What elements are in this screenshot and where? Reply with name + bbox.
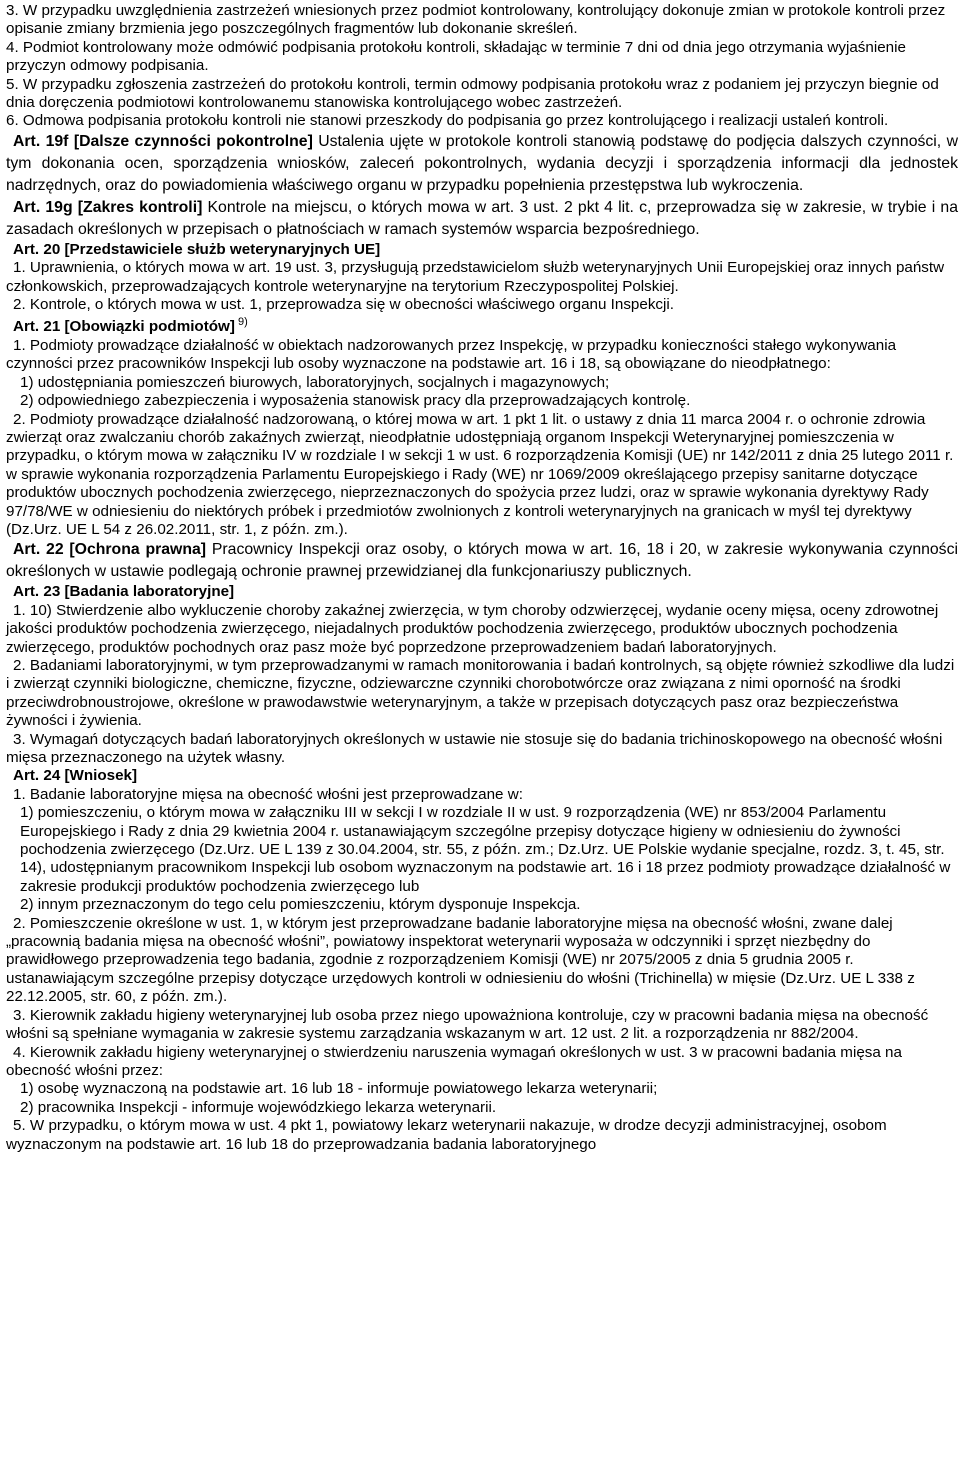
paragraph xyxy=(6,374,958,392)
paragraph-text: 4. Podmiot kontrolowany może odmówić podpisania protokołu kontroli, składając w terminie 7 dni od dnia jego otrzymania wyjaśnienie przyczyn odmowy podpisania. xyxy=(6,38,906,75)
article-heading: Art. 24 [Wniosek] xyxy=(13,767,138,785)
paragraph-text: Stwierdzenie albo wykluczenie choroby zakaźnej zwierzęcia, w tym choroby odzwierzęcej, wydanie oceny mięsa, oceny zdrowotnej jakości produktów pochodzenia zwierzęcego, niejadalnych produktów pochodzenia zwierzęcego, produktów ubocznych pochodzenia zwierzęcego, produktów pochodnych oraz pasz może być poprzedzone przeprowadzeniem badań laboratoryjnych. xyxy=(6,601,939,656)
paragraph xyxy=(6,2,958,39)
paragraph-text: 1. Podmioty prowadzące działalność w obiektach nadzorowanych przez Inspekcję, w przypadku konieczności stałego wykonywania czynności przez pracowników Inspekcji lub osoby wyznaczone na podstawie art. 16 i 18, są obowiązane do nieodpłatnego: xyxy=(6,336,897,373)
paragraph xyxy=(6,259,958,296)
paragraph-text: Pracownicy Inspekcji oraz osoby, o których mowa w art. 16, 18 i 20, w zakresie wykonywania czynności określonych w ustawie podlegają ochronie prawnej przewidzianej dla funkcjonariuszy publicznych. xyxy=(6,541,958,581)
paragraph-text: 2. Podmioty prowadzące działalność nadzorowaną, o której mowa w art. 1 pkt 1 lit. o ustawy z dnia 11 marca 2004 r. o ochronie zdrowia zwierząt oraz zwalczaniu chorób zakaźnych zwierząt, nieodpłatnie udostępniają organom Inspekcji Weterynaryjnej pomieszczenia w przypadku, o którym mowa w załączniku IV w rozdziale I w sekcji 1 w ust. 6 rozporządzenia Komisji (UE) nr 142/2011 z dnia 25 lutego 2011 r. w sprawie wykonania rozporządzenia Parlamentu Europejskiego i Rady (WE) nr 1069/2009 określającego przepisy sanitarne dotyczące produktów ubocznych pochodzenia zwierzęcego, nieprzeznaczonych do spożycia przez ludzi, oraz w sprawie wykonania dyrektywy Rady 97/78/WE w odniesieniu do niektórych próbek i przedmiotów zwolnionych z kontroli weterynaryjnych na granicach w myśl tej dyrektywy (Dz.Urz. UE L 54 z 26.02.2011, str. 1, z późn. zm.). xyxy=(6,410,954,538)
paragraph xyxy=(6,112,958,130)
paragraph-text: 1) osobę wyznaczoną na podstawie art. 16 lub 18 - informuje powiatowego lekarza weterynarii; xyxy=(20,1080,658,1098)
paragraph-text: 1) pomieszczeniu, o którym mowa w załączniku III w sekcji I w rozdziale II w ust. 9 rozporządzenia (WE) nr 853/2004 Parlamentu Europejskiego i Rady z dnia 29 kwietnia 2004 r. ustanawiającym szczególne przepisy dotyczące higieny w odniesieniu do żywności pochodzenia zwierzęcego (Dz.Urz. UE L 139 z 30.04.2004, str. 55, z późn. zm.; Dz.Urz. UE Polskie wydanie specjalne, rozdz. 3, t. 45, str. 14), udostępnianym pracownikom Inspekcji lub osobom wyznaczonym na podstawie art. 16 i 18 przez podmioty prowadzące działalność w zakresie produkcji produktów pochodzenia zwierzęcego lub xyxy=(20,804,951,895)
paragraph-text: 2) pracownika Inspekcji - informuje wojewódzkiego lekarza weterynarii. xyxy=(20,1098,497,1116)
article-heading: Art. 20 [Przedstawiciele służb weterynaryjnych UE] xyxy=(13,240,381,258)
paragraph-text: 5. W przypadku zgłoszenia zastrzeżeń do protokołu kontroli, termin odmowy podpisania protokołu wraz z podaniem jej przyczyn biegnie od dnia doręczenia podmiotowi kontrolowanemu stanowiska kontrolującego wobec zastrzeżeń. xyxy=(6,75,939,112)
paragraph-text: 1. Uprawnienia, o których mowa w art. 19 ust. 3, przysługują przedstawicielom służb weterynaryjnych Unii Europejskiej oraz innych państw członkowskich, przeprowadzających kontrole weterynaryjne na terytorium Rzeczypospolitej Polskiej. xyxy=(6,259,945,295)
paragraph-text: 5. W przypadku, o którym mowa w ust. 4 pkt 1, powiatowy lekarz weterynarii nakazuje, w drodze decyzji administracyjnej, osobom wyznaczonym na podstawie art. 16 lub 18 do przeprowadzania badania laboratoryjnego xyxy=(6,1117,887,1153)
paragraph xyxy=(6,767,958,785)
paragraph-text: 3. Wymagań dotyczących badań laboratoryjnych określonych w ustawie nie stosuje się do badania trichinoskopowego na obecność włośni mięsa przeznaczonego na użytek własny. xyxy=(6,730,943,766)
paragraph xyxy=(6,1007,958,1044)
article-heading: Art. 19f [Dalsze czynności pokontrolne] xyxy=(13,132,313,150)
footnote-marker: 1. 10) xyxy=(13,601,52,619)
paragraph xyxy=(6,731,958,768)
paragraph xyxy=(6,896,958,914)
paragraph xyxy=(6,197,958,241)
paragraph xyxy=(6,411,958,540)
paragraph xyxy=(6,539,958,583)
paragraph-text: 2) innym przeznaczonym do tego celu pomieszczeniu, którym dysponuje Inspekcja. xyxy=(20,896,581,914)
paragraph xyxy=(6,602,958,657)
article-heading: Art. 23 [Badania laboratoryjne] xyxy=(13,583,235,601)
document-page xyxy=(6,0,958,1154)
paragraph xyxy=(6,786,958,804)
paragraph xyxy=(6,39,958,76)
paragraph-text: 3. W przypadku uwzględnienia zastrzeżeń wniesionych przez podmiot kontrolowany, kontrolujący dokonuje zmian w protokole kontroli przez opisanie zmiany brzmienia jego poszczególnych fragmentów lub dokonanie skreśleń. xyxy=(6,2,946,38)
paragraph xyxy=(6,318,958,336)
paragraph-text: 1. Badanie laboratoryjne mięsa na obecność włośni jest przeprowadzane w: xyxy=(13,785,523,803)
paragraph xyxy=(6,657,958,731)
paragraph xyxy=(6,583,958,601)
paragraph-text: 6. Odmowa podpisania protokołu kontroli nie stanowi przeszkody do podpisania go przez kontrolującego i realizacji ustaleń kontroli. xyxy=(6,112,889,130)
article-heading: Art. 21 [Obowiązki podmiotów] xyxy=(13,318,235,336)
paragraph xyxy=(6,392,958,410)
paragraph xyxy=(6,131,958,197)
paragraph-text: 1) udostępniania pomieszczeń biurowych, laboratoryjnych, socjalnych i magazynowych; xyxy=(20,373,610,391)
paragraph-text: 2. Pomieszczenie określone w ust. 1, w którym jest przeprowadzane badanie laboratoryjne mięsa na obecność włośni, zwane dalej „pracownią badania mięsa na obecność włośni”, powiatowy inspektorat weterynarii wyposaża w odczynniki i sprzęt niezbędny do prawidłowego przeprowadzenia tego badania, zgodnie z rozporządzeniem Komisji (WE) nr 2075/2005 z dnia 5 grudnia 2005 r. ustanawiającym szczególne przepisy dotyczące urzędowych kontroli w odniesieniu do włośni (Trichinella) w mięsie (Dz.Urz. UE L 338 z 22.12.2005, str. 60, z późn. zm.). xyxy=(6,914,915,1006)
paragraph-text: 2) odpowiedniego zabezpieczenia i wyposażenia stanowisk pracy dla przeprowadzających kontrolę. xyxy=(20,392,691,410)
article-heading: Art. 22 [Ochrona prawna] xyxy=(13,541,207,559)
paragraph xyxy=(6,296,958,314)
paragraph xyxy=(6,241,958,259)
paragraph xyxy=(6,1099,958,1117)
paragraph-text: 2. Kontrole, o których mowa w ust. 1, przeprowadza się w obecności właściwego organu Inspekcji. xyxy=(13,296,674,314)
paragraph-text: 2. Badaniami laboratoryjnymi, w tym przeprowadzanymi w ramach monitorowania i badań kontrolnych, są objęte również szkodliwe dla ludzi i zwierząt czynniki biologiczne, chemiczne, fizyczne, odziewarczne czynniki chorobotwórcze oraz związana z nimi oporność na środki przeciwdrobnoustrojowe, określone w prawodawstwie weterynaryjnym, a także w przepisach dotyczących pasz oraz bezpieczeństwa żywności i żywienia. xyxy=(6,656,955,730)
paragraph xyxy=(6,337,958,374)
paragraph xyxy=(6,76,958,113)
footnote-ref: 9) xyxy=(234,316,248,329)
paragraph xyxy=(6,915,958,1007)
paragraph-text: 3. Kierownik zakładu higieny weterynaryjnej lub osoba przez niego upoważniona kontroluje, czy w pracowni badania mięsa na obecność włośni są spełniane wymagania w zakresie systemu zarządzania wskazanym w art. 12 ust. 2 lit. a rozporządzenia nr 882/2004. xyxy=(6,1006,929,1043)
paragraph-text: Kontrole na miejscu, o których mowa w art. 3 ust. 2 pkt 4 lit. c, przeprowadza się w zakresie, w trybie i na zasadach określonych w przepisach o płatnościach w ramach systemów wsparcia bezpośredniego. xyxy=(6,198,958,238)
article-heading: Art. 19g [Zakres kontroli] xyxy=(13,198,203,216)
paragraph xyxy=(6,1080,958,1098)
paragraph xyxy=(6,804,958,896)
paragraph xyxy=(6,1117,958,1154)
paragraph-text: 4. Kierownik zakładu higieny weterynaryjnej o stwierdzeniu naruszenia wymagań określonych w ust. 3 w pracowni badania mięsa na obecność włośni przez: xyxy=(6,1043,902,1079)
paragraph xyxy=(6,1044,958,1081)
paragraph-text: Ustalenia ujęte w protokole kontroli stanowią podstawę do podjęcia dalszych czynności, w tym dokonania ocen, sporządzenia wniosków, zaleceń pokontrolnych, wydania decyzji i sporządzenia informacji dla jednostek nadrzędnych, oraz do powiadomienia właściwego organu w przypadku popełnienia przestępstwa lub wykroczenia. xyxy=(6,132,958,194)
